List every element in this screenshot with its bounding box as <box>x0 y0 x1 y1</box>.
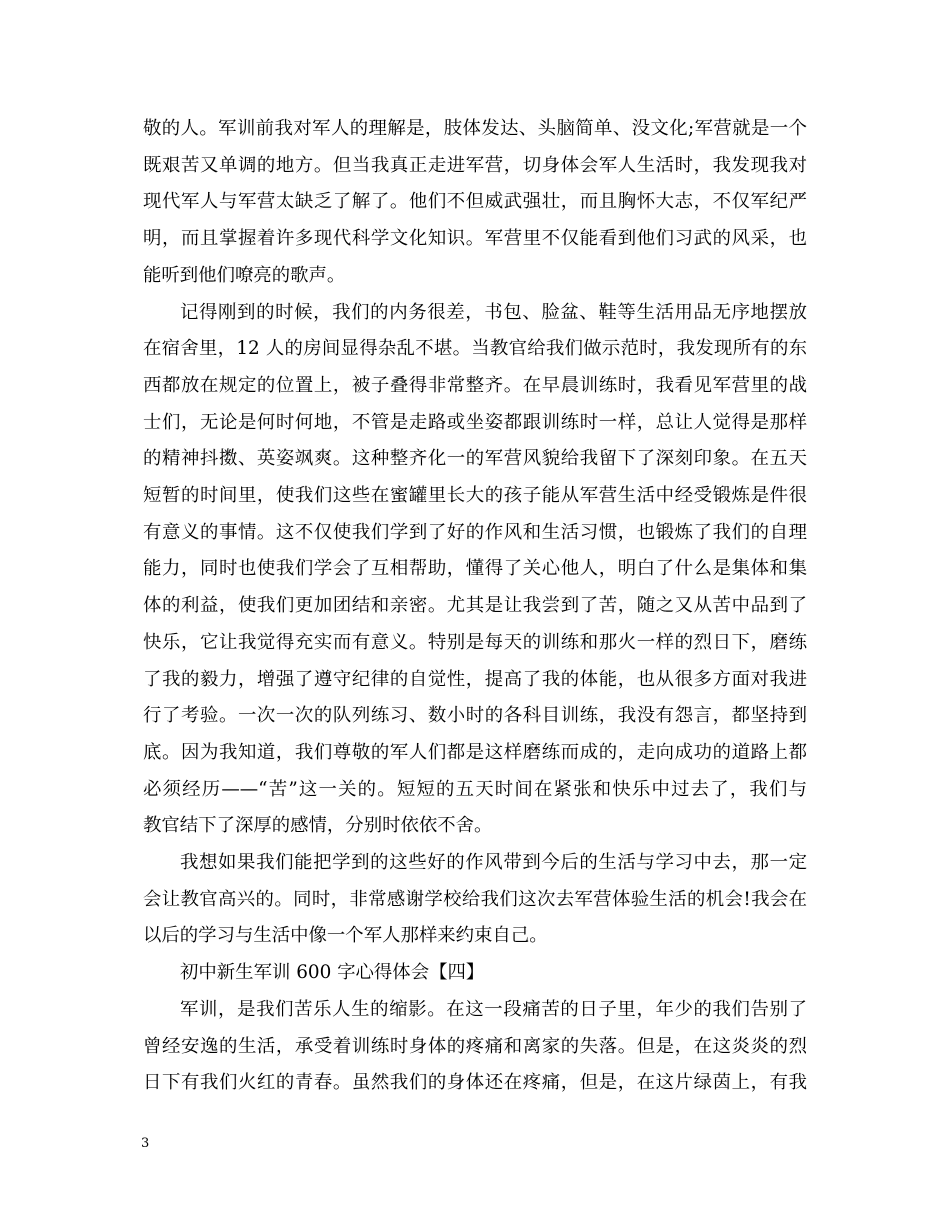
section-heading: 初中新生军训 600 字心得体会【四】 <box>180 962 485 984</box>
text-line: 敬的人。军训前我对军人的理解是，肢体发达、头脑简单、没文化;军营就是一个 <box>143 118 807 139</box>
text-line: 西都放在规定的位置上，被子叠得非常整齐。在早晨训练时，我看见军营里的战 <box>143 374 807 396</box>
page-number: 3 <box>141 1136 150 1151</box>
text-line: 会让教官高兴的。同时，非常感谢学校给我们这次去军营体验生活的机会!我会在 <box>143 888 807 910</box>
text-line: 底。因为我知道，我们尊敬的军人们都是这样磨练而成的，走向成功的道路上都 <box>143 741 807 763</box>
text-line: 必须经历——“苦”这一关的。短短的五天时间在紧张和快乐中过去了，我们与 <box>143 778 807 800</box>
text-line: 我想如果我们能把学到的这些好的作风带到今后的生活与学习中去，那一定 <box>180 852 807 873</box>
text-line: 教官结下了深厚的感情，分别时依依不舍。 <box>143 815 493 837</box>
text-line: 记得刚到的时候，我们的内务很差，书包、脸盆、鞋等生活用品无序地摆放 <box>180 301 807 323</box>
text-line: 士们，无论是何时何地，不管是走路或坐姿都跟训练时一样，总让人觉得是那样 <box>143 411 807 433</box>
text-line: 以后的学习与生活中像一个军人那样来约束自己。 <box>143 925 548 947</box>
text-line: 快乐，它让我觉得充实而有意义。特别是每天的训练和那火一样的烈日下，磨练 <box>143 631 807 653</box>
text-line: 既艰苦又单调的地方。但当我真正走进军营，切身体会军人生活时，我发现我对 <box>143 154 807 176</box>
text-line: 有意义的事情。这不仅使我们学到了好的作风和生活习惯，也锻炼了我们的自理 <box>143 521 807 543</box>
text-line: 军训，是我们苦乐人生的缩影。在这一段痛苦的日子里，年少的我们告别了 <box>180 998 807 1020</box>
text-line: 体的利益，使我们更加团结和亲密。尤其是让我尝到了苦，随之又从苦中品到了 <box>143 595 807 617</box>
text-line: 现代军人与军营太缺乏了解了。他们不但威武强壮，而且胸怀大志，不仅军纪严 <box>143 191 807 213</box>
text-line: 行了考验。一次一次的队列练习、数小时的各科目训练，我没有怨言，都坚持到 <box>143 705 807 727</box>
text-line: 能听到他们嘹亮的歌声。 <box>143 264 346 286</box>
text-line: 能力，同时也使我们学会了互相帮助，懂得了关心他人，明白了什么是集体和集 <box>143 558 807 580</box>
text-line: 曾经安逸的生活，承受着训练时身体的疼痛和离家的失落。但是，在这炎炎的烈 <box>143 1035 807 1057</box>
text-line: 日下有我们火红的青春。虽然我们的身体还在疼痛，但是，在这片绿茵上，有我 <box>143 1072 807 1094</box>
text-line: 在宿舍里，12 人的房间显得杂乱不堪。当教官给我们做示范时，我发现所有的东 <box>143 338 807 360</box>
text-line: 明，而且掌握着许多现代科学文化知识。军营里不仅能看到他们习武的风采，也 <box>143 228 807 250</box>
text-line: 的精神抖擞、英姿飒爽。这种整齐化一的军营风貌给我留下了深刻印象。在五天 <box>143 448 807 470</box>
text-line: 了我的毅力，增强了遵守纪律的自觉性，提高了我的体能，也从很多方面对我进 <box>143 668 807 690</box>
text-line: 短暂的时间里，使我们这些在蜜罐里长大的孩子能从军营生活中经受锻炼是件很 <box>143 485 807 506</box>
